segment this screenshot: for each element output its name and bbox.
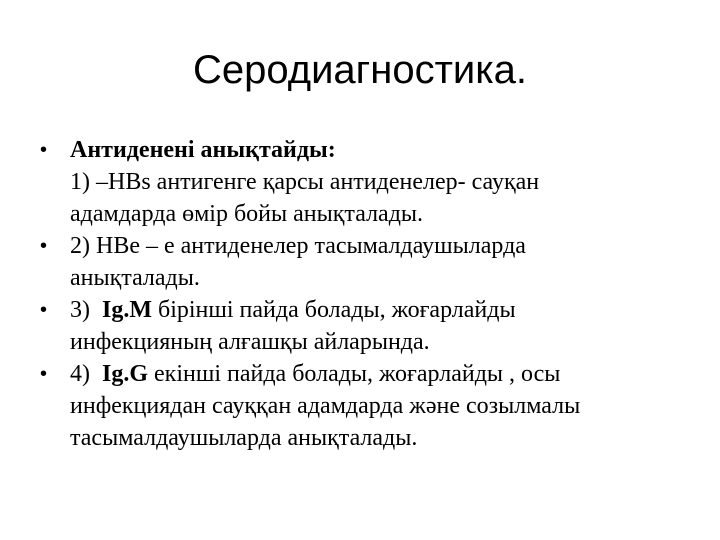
list-item bbox=[40, 294, 690, 358]
item-line: инфекциядан сауққан адамдарда және созылмалы bbox=[70, 393, 581, 419]
slide-title: Серодиагностика. bbox=[192, 48, 527, 92]
bullet-icon: • bbox=[40, 139, 48, 161]
item-line: адамдарда өмір бойы анықталады. bbox=[70, 201, 424, 227]
list-item bbox=[40, 134, 690, 230]
item-line bbox=[70, 294, 690, 326]
bullet-icon: • bbox=[40, 235, 48, 257]
antibody-label: Ig.M bbox=[102, 297, 152, 323]
item-line: 1) –HBs антигенге қарсы антиденелер- сауқан bbox=[70, 169, 540, 195]
list-item bbox=[40, 230, 690, 294]
antibody-label: Ig.G bbox=[102, 361, 149, 387]
list-item bbox=[40, 358, 690, 454]
item-text: бірінші пайда болады, жоғарлайды bbox=[152, 297, 516, 323]
item-line bbox=[70, 358, 690, 390]
item-line: инфекцияның алғашқы айларында. bbox=[70, 329, 430, 355]
bullet-list bbox=[40, 134, 690, 454]
item-heading: Антидененi анықтайды: bbox=[70, 137, 336, 163]
item-prefix: 4) bbox=[70, 361, 102, 387]
bullet-icon: • bbox=[40, 363, 48, 385]
bullet-icon: • bbox=[40, 299, 48, 321]
item-line: анықталады. bbox=[70, 265, 200, 291]
item-prefix: 3) bbox=[70, 297, 102, 323]
item-text: екінші пайда болады, жоғарлайды , осы bbox=[148, 361, 561, 387]
item-line: 2) HBe – е антиденелер тасымалдаушыларда bbox=[70, 233, 526, 259]
item-line: тасымалдаушыларда анықталады. bbox=[70, 425, 418, 451]
